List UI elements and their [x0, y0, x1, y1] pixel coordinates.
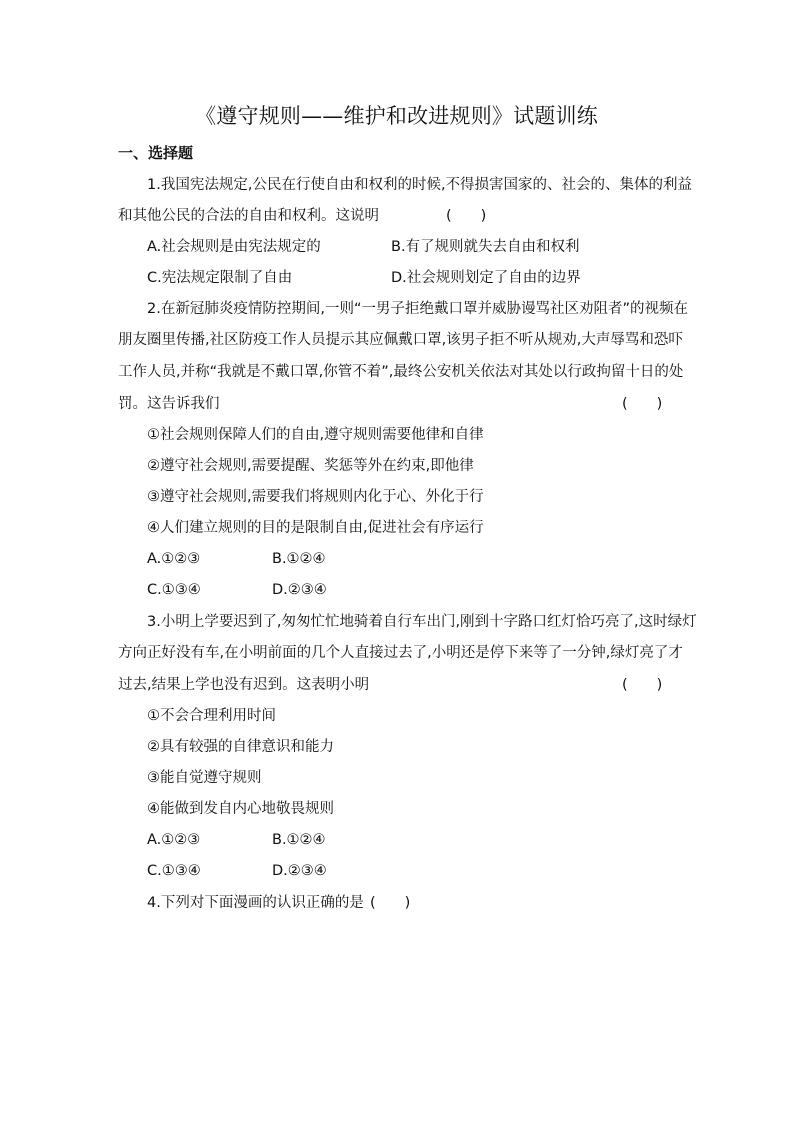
q3-answer-blank: ( )	[622, 677, 663, 693]
q3-option-d: D.②③④	[272, 863, 327, 879]
q3-statement-4: ④能做到发自内心地敬畏规则	[147, 801, 334, 817]
q2-statement-1: ①社会规则保障人们的自由,遵守规则需要他律和自律	[147, 427, 484, 443]
q2-statement-2: ②遵守社会规则,需要提醒、奖惩等外在约束,即他律	[147, 458, 474, 474]
q1-option-c: C.宪法规定限制了自由	[147, 270, 293, 286]
q3-option-a: A.①②③	[147, 832, 201, 848]
q2-stem-line3: 工作人员,并称“我就是不戴口罩,你管不着”,最终公安机关依法对其处以行政拘留十日的处	[118, 364, 684, 380]
q2-option-a: A.①②③	[147, 551, 201, 567]
q3-statement-3: ③能自觉遵守规则	[147, 770, 262, 786]
q1-answer-blank: ( )	[446, 208, 487, 224]
q1-stem-line2: 和其他公民的合法的自由和权利。这说明	[118, 208, 379, 224]
q1-option-d: D.社会规则划定了自由的边界	[391, 270, 581, 286]
q2-option-d: D.②③④	[272, 582, 327, 598]
q3-stem-line2: 方向正好没有车,在小明前面的几个人直接过去了,小明还是停下来等了一分钟,绿灯亮了才	[118, 645, 683, 661]
q2-stem-line1: 2.在新冠肺炎疫情防控期间,一则“一男子拒绝戴口罩并威胁谩骂社区劝阻者”的视频在	[147, 301, 688, 317]
q1-stem-line1: 1.我国宪法规定,公民在行使自由和权利的时候,不得损害国家的、社会的、集体的利益	[147, 177, 693, 193]
q2-stem-line2: 朋友圈里传播,社区防疫工作人员提示其应佩戴口罩,该男子拒不听从规劝,大声辱骂和恐吓	[118, 332, 683, 348]
q2-stem-line4: 罚。这告诉我们	[118, 396, 220, 412]
q2-option-c: C.①③④	[147, 582, 201, 598]
q3-statement-1: ①不会合理利用时间	[147, 708, 276, 724]
q4-answer-blank: ( )	[370, 895, 411, 911]
q2-option-b: B.①②④	[272, 551, 326, 567]
q3-statement-2: ②具有较强的自律意识和能力	[147, 739, 334, 755]
q3-option-c: C.①③④	[147, 863, 201, 879]
section-heading: 一、选择题	[118, 144, 194, 162]
document-title: 《遵守规则——维护和改进规则》试题训练	[195, 104, 598, 128]
q1-option-b: B.有了规则就失去自由和权利	[391, 239, 580, 255]
q3-stem-line3: 过去,结果上学也没有迟到。这表明小明	[118, 677, 370, 693]
q4-stem-line1: 4.下列对下面漫画的认识正确的是	[147, 895, 364, 911]
q2-statement-3: ③遵守社会规则,需要我们将规则内化于心、外化于行	[147, 489, 484, 505]
q2-statement-4: ④人们建立规则的目的是限制自由,促进社会有序运行	[147, 520, 484, 536]
q3-stem-line1: 3.小明上学要迟到了,匆匆忙忙地骑着自行车出门,刚到十字路口红灯恰巧亮了,这时绿灯	[147, 614, 697, 630]
q3-option-b: B.①②④	[272, 832, 326, 848]
q1-option-a: A.社会规则是由宪法规定的	[147, 239, 321, 255]
q2-answer-blank: ( )	[622, 396, 663, 412]
